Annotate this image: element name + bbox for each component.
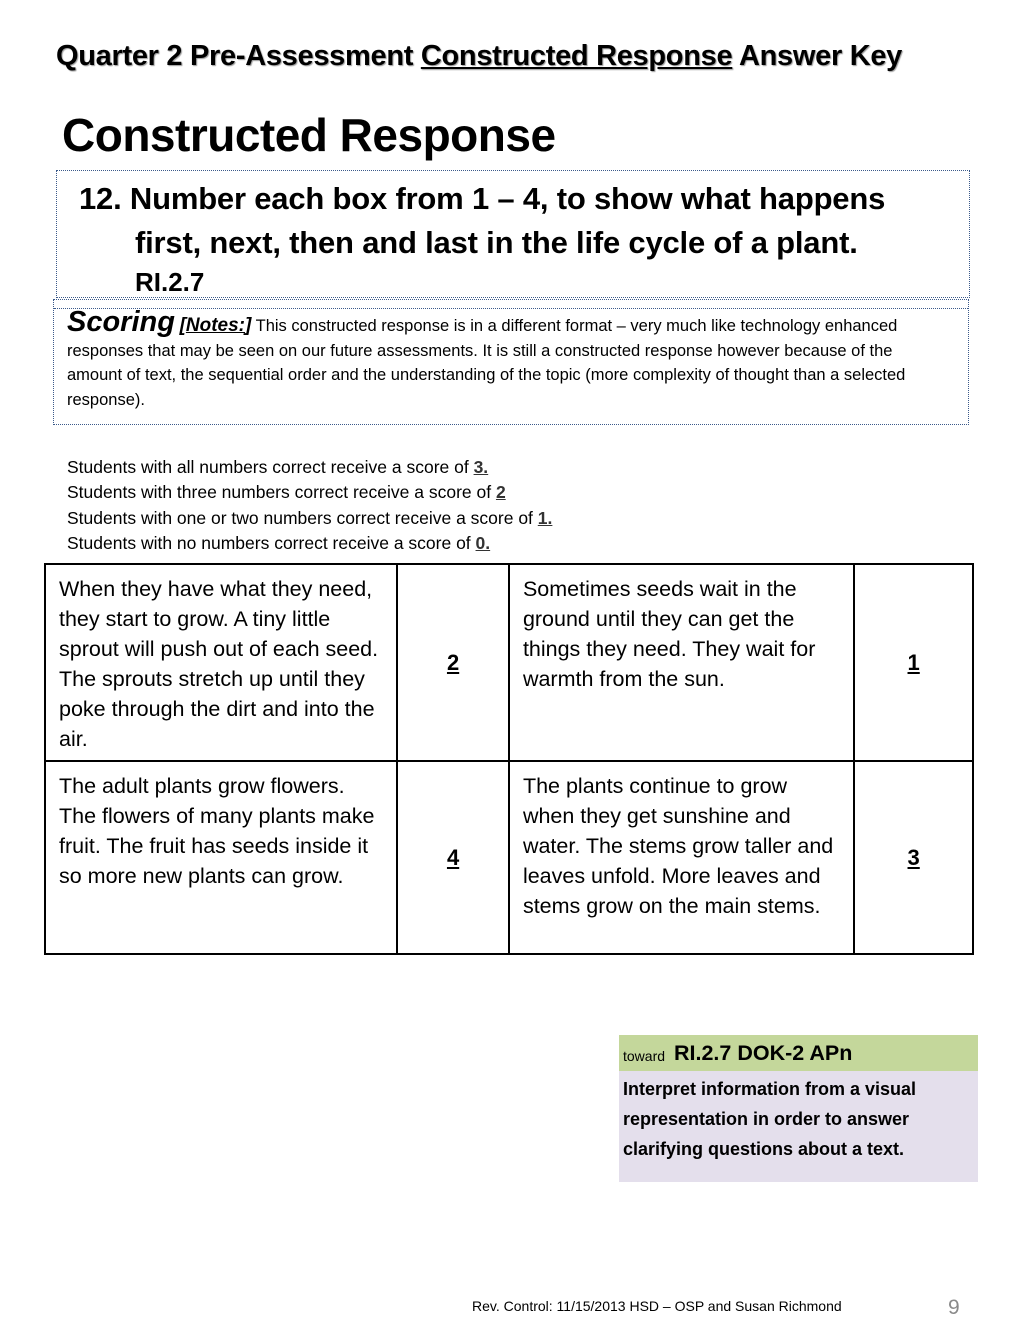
scoring-notes xyxy=(67,306,947,412)
stage-description: When they have what they need, they start to grow. A tiny little sprout will push out of each seed. The sprouts stretch up until they poke through the dirt and into the air. xyxy=(45,564,397,761)
standard-description: Interpret information from a visual representation in order to answer clarifying questions about a text. xyxy=(623,1079,917,1159)
scoring-box-divider xyxy=(54,308,968,309)
stage-number: 2 xyxy=(397,564,509,761)
stage-number: 3 xyxy=(854,761,973,954)
stage-description: Sometimes seeds wait in the ground until they can get the things they need. They wait for warmth from the sun. xyxy=(509,564,854,761)
page-number: 9 xyxy=(948,1296,960,1319)
criterion-text: Students with all numbers correct receive a score of xyxy=(67,457,474,477)
criterion-score: 1. xyxy=(537,508,553,528)
criterion-text: Students with three numbers correct receive a score of xyxy=(67,482,496,502)
scoring-notes-box xyxy=(53,299,969,425)
standard-box-header xyxy=(619,1035,978,1071)
criterion-score: 3. xyxy=(473,457,489,477)
notes-word: Notes: xyxy=(185,315,246,336)
answer-table xyxy=(44,563,974,955)
header-title-part1: Quarter 2 Pre-Assessment xyxy=(56,40,421,72)
header-title-part2: Constructed Response xyxy=(420,40,733,72)
score-criterion xyxy=(67,508,552,529)
stage-description: The adult plants grow flowers. The flowers of many plants make fruit. The fruit has seeds inside it so more new plants can grow. xyxy=(45,761,397,954)
scoring-heading: Scoring xyxy=(67,306,175,338)
score-criterion xyxy=(67,457,488,478)
standard-code: RI.2.7 DOK-2 APn xyxy=(674,1041,853,1065)
section-title: Constructed Response xyxy=(62,109,556,161)
revision-control-footer: Rev. Control: 11/15/2013 HSD – OSP and Susan Richmond xyxy=(472,1298,842,1314)
score-criterion xyxy=(67,482,506,503)
stage-number: 4 xyxy=(397,761,509,954)
criterion-text: Students with no numbers correct receive a score of xyxy=(67,533,476,553)
notes-close-bracket: ] xyxy=(245,315,252,336)
criterion-score: 0. xyxy=(475,533,491,553)
page-header-title xyxy=(56,40,902,73)
criterion-text: Students with one or two numbers correct receive a score of xyxy=(67,508,538,528)
stage-number: 1 xyxy=(854,564,973,761)
scoring-notes-label xyxy=(180,315,252,336)
criterion-score: 2 xyxy=(495,482,506,502)
notes-open-bracket: [ xyxy=(179,315,186,336)
table-row xyxy=(45,761,973,954)
standard-box xyxy=(619,1035,978,1182)
stage-description: The plants continue to grow when they get sunshine and water. The stems grow taller and leaves unfold. More leaves and stems grow on the main stems. xyxy=(509,761,854,954)
question-line-2: first, next, then and last in the life cycle of a plant. xyxy=(135,225,858,260)
scoring-notes-text: This constructed response is in a different format – very much like technology enhanced responses that may be seen on our future assessments. It is still a constructed response however because of the amount of text, the sequential order and the understanding of the topic (more complexity of thought than a selected response). xyxy=(67,317,906,409)
question-standard: RI.2.7 xyxy=(135,267,205,297)
question-line-1: 12. Number each box from 1 – 4, to show what happens xyxy=(79,181,886,216)
standard-toward-label: toward xyxy=(623,1048,666,1064)
score-criterion xyxy=(67,533,490,554)
header-title-part3: Answer Key xyxy=(732,40,902,72)
table-row xyxy=(45,564,973,761)
question-box xyxy=(56,170,970,298)
